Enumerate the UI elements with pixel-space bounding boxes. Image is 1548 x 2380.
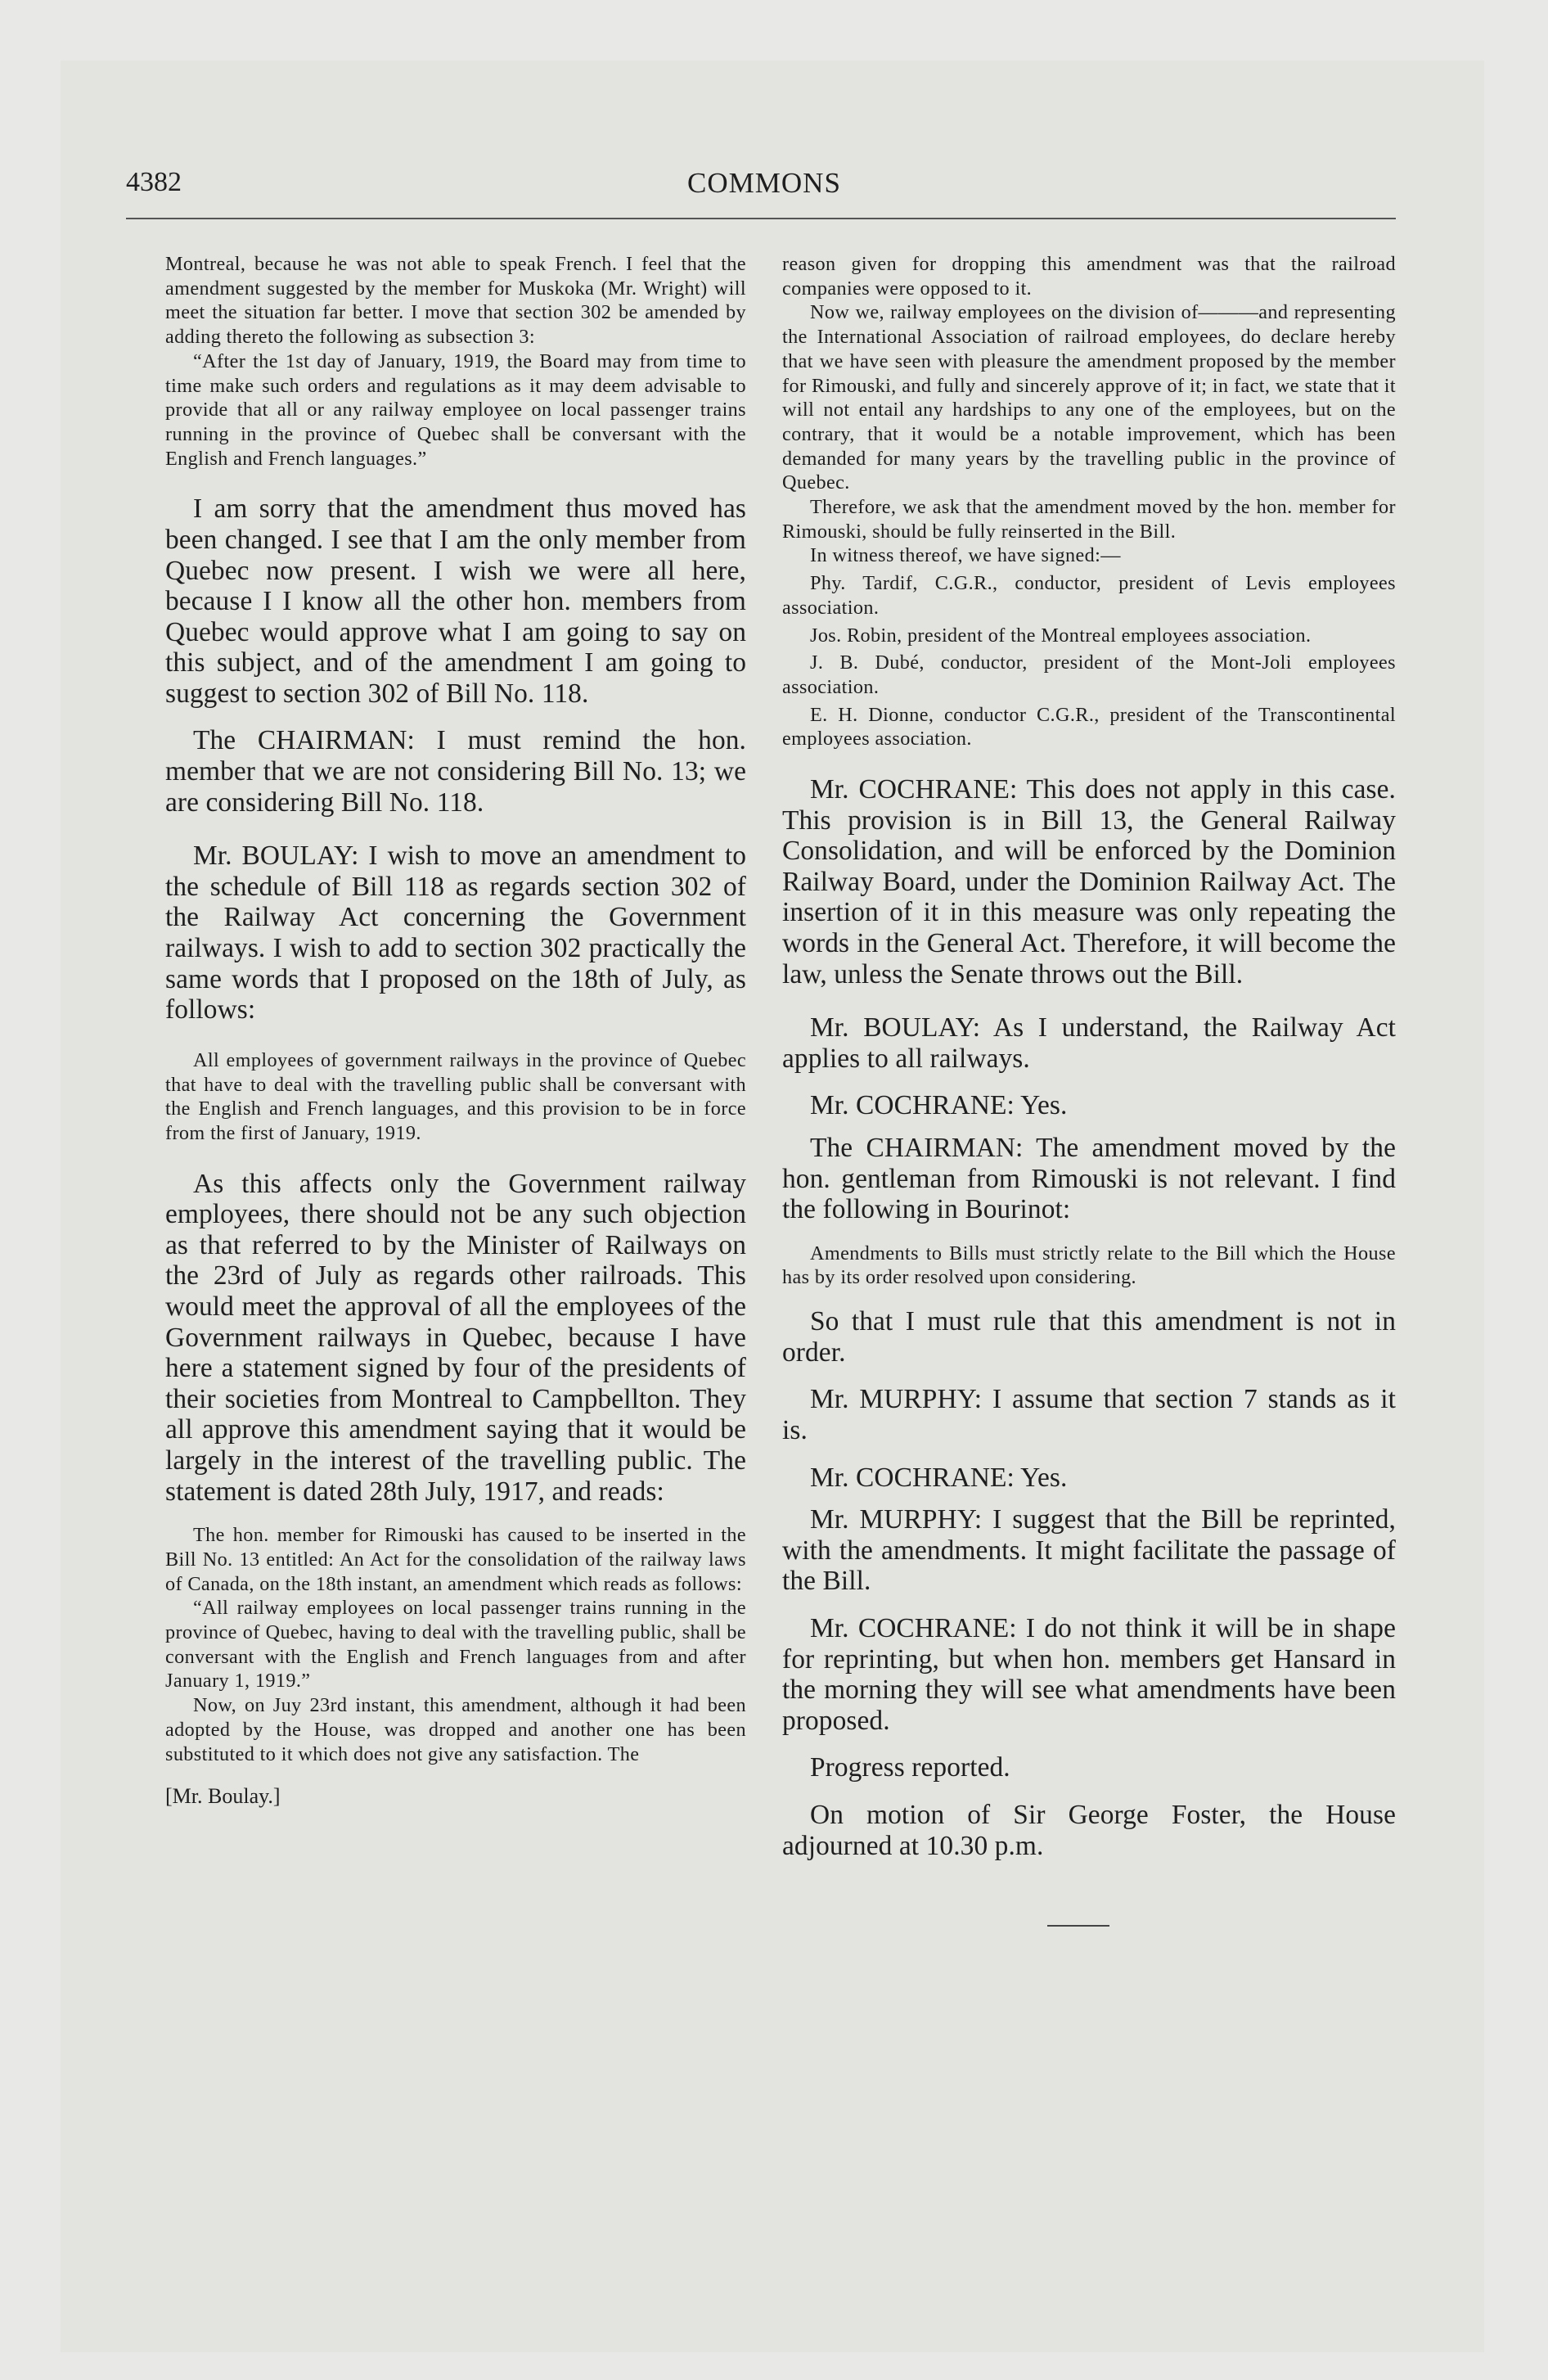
quoted-statement: Therefore, we ask that the amendment moved by the hon. member for Rimouski, should be fully reinserted in the Bill. <box>782 496 1396 543</box>
quoted-amendment: All employees of government railways in the province of Quebec that have to deal with the travelling public shall be conversant with the English and French languages, and this provision to be in force from the first of January, 1919. <box>165 1048 746 1144</box>
paragraph: Mr. COCHRANE: Yes. <box>810 1090 1068 1121</box>
paragraph: The CHAIRMAN: I must remind the hon. member that we are not considering Bill No. 13; we are considering Bill No. 118. <box>165 725 746 818</box>
page-header <box>126 167 1402 203</box>
quoted-amendment: “After the 1st day of January, 1919, the Board may from time to time make such orders and regulations as it may deem advisable to provide that all or any railway employee on local passenger trains running in the province of Quebec shall be conversant with the English and French languages.” <box>165 349 746 470</box>
paragraph: Progress reported. <box>810 1752 1010 1783</box>
paragraph: So that I must rule that this amendment is not in order. <box>782 1306 1396 1368</box>
right-column <box>782 252 1396 1861</box>
signatory: E. H. Dionne, conductor C.G.R., president of the Transcontinental employees association. <box>782 703 1396 751</box>
paragraph: As this affects only the Government railway employees, there should not be any such objection as that referred to by the Minister of Railways on the 23rd of July as regards other railroads. This would meet the approval of all the employees of the Government railways in Quebec, because I have here a statement signed by four of the presidents of their societies from Montreal to Campbellton. They all approve this amendment saying that it would be largely in the interest of the travelling public. The statement is dated 28th July, 1917, and reads: <box>165 1168 746 1507</box>
paragraph: Mr. COCHRANE: This does not apply in this case. This provision is in Bill 13, the General Railway Consolidation, and will be enforced by the Dominion Railway Board, under the Dominion Railway Act. The insertion of it in this measure was only repeating the words in the General Act. Therefore, it will become the law, unless the Senate throws out the Bill. <box>782 774 1396 989</box>
page-number: 4382 <box>126 167 182 197</box>
closing-rule <box>1047 1925 1109 1927</box>
signatory: Jos. Robin, president of the Montreal employees association. <box>810 624 1312 647</box>
quoted-statement: Now, on Juy 23rd instant, this amendment, although it had been adopted by the House, was dropped and another one has been substituted to it which does not give any satisfaction. The <box>165 1694 746 1765</box>
header-rule <box>126 218 1396 219</box>
paragraph: Mr. MURPHY: I suggest that the Bill be reprinted, with the amendments. It might facilitate the passage of the Bill. <box>782 1504 1396 1597</box>
paragraph: Mr. BOULAY: As I understand, the Railway Act applies to all railways. <box>782 1012 1396 1074</box>
running-title: COMMONS <box>687 167 841 199</box>
signatory: Phy. Tardif, C.G.R., conductor, president of Levis employees association. <box>782 572 1396 619</box>
quoted-rule: Amendments to Bills must strictly relate to the Bill which the House has by its order resolved upon considering. <box>782 1242 1396 1289</box>
quoted-statement: In witness thereof, we have signed:— <box>810 544 1121 567</box>
paragraph: I am sorry that the amendment thus moved has been changed. I see that I am the only member from Quebec now present. I wish we were all here, because I I know all the other hon. members from Quebec would approve what I am going to say on this subject, and of the amendment I am going to suggest to section 302 of Bill No. 118. <box>165 494 746 709</box>
quoted-statement: Now we, railway employees on the division of———and representing the International Association of railroad employees, do declare hereby that we have seen with pleasure the amendment proposed by the member for Rimouski, and fully and sincerely approve of it; in fact, we state that it will not entail any hardships to any one of the employees, but on the contrary, that it would be a notable improvement, which has been demanded for many years by the travelling public in the province of Quebec. <box>782 301 1396 494</box>
signatory: J. B. Dubé, conductor, president of the Mont-Joli employees association. <box>782 651 1396 698</box>
paragraph: Montreal, because he was not able to speak French. I feel that the amendment suggested by the member for Muskoka (Mr. Wright) will meet the situation far better. I move that section 302 be amended by adding thereto the following as subsection 3: <box>165 253 746 349</box>
paragraph: Mr. COCHRANE: Yes. <box>810 1462 1068 1493</box>
speaker-attribution: [Mr. Boulay.] <box>165 1784 281 1809</box>
quoted-statement: The hon. member for Rimouski has caused to be inserted in the Bill No. 13 entitled: An Act for the consolidation of the railway laws of Canada, on the 18th instant, an amendment which reads as follows: <box>165 1524 746 1595</box>
paragraph: Mr. COCHRANE: I do not think it will be in shape for reprinting, but when hon. members get Hansard in the morning they will see what amendments have been proposed. <box>782 1612 1396 1736</box>
quoted-statement: reason given for dropping this amendment was that the railroad companies were opposed to it. <box>782 253 1396 300</box>
paragraph: On motion of Sir George Foster, the House adjourned at 10.30 p.m. <box>782 1799 1396 1861</box>
left-column <box>165 252 746 1809</box>
paragraph: The CHAIRMAN: The amendment moved by the hon. gentleman from Rimouski is not relevant. I find the following in Bourinot: <box>782 1133 1396 1225</box>
paragraph: Mr. BOULAY: I wish to move an amendment to the schedule of Bill 118 as regards section 302 of the Railway Act concerning the Government railways. I wish to add to section 302 practically the same words that I proposed on the 18th of July, as follows: <box>165 841 746 1025</box>
quoted-statement: “All railway employees on local passenger trains running in the province of Quebec, having to deal with the travelling public, shall be conversant with the English and French languages from and after January 1, 1919.” <box>165 1597 746 1693</box>
paragraph: Mr. MURPHY: I assume that section 7 stands as it is. <box>782 1384 1396 1445</box>
